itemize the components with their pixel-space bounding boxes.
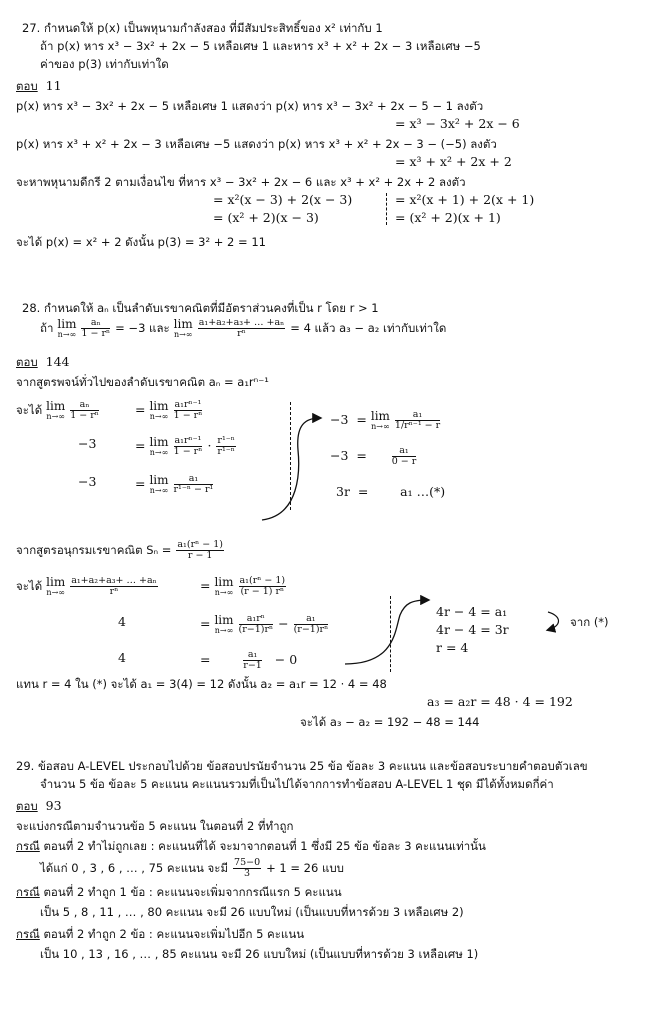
q28-right-row2: −3 = $\frac{\text{a₁}}{0 - r}$: [330, 445, 417, 467]
q27-step3: p(x) หาร x³ + x² + 2x − 3 เหลือเศษ −5 แสดงว่า p(x) หาร x³ + x² + 2x − 3 − (−5) ลงตัว: [16, 137, 497, 151]
q28-limit-row2-rhs: = lim n→∞ $\frac{\text{a₁rⁿ⁻¹}}{\text{1 − rⁿ}}$ · $\frac{\text{r¹⁻ⁿ}}{\text{r¹⁻ⁿ}}$: [135, 435, 235, 457]
q28-limit-row3-rhs: = lim n→∞ $\frac{\text{a₁}}{\text{r¹⁻ⁿ − r¹}}$: [135, 473, 214, 495]
q28-from-star-note: จาก (*): [570, 615, 609, 629]
q29-statement-line2: จำนวน 5 ข้อ ข้อละ 5 คะแนน คะแนนรวมที่เป็นไปได้จากการทำข้อสอบ A-LEVEL 1 ชุด มีได้ทั้งหมดกี่ค่า: [40, 777, 554, 791]
q28-solve-row2: 4r − 4 = 3r: [436, 622, 509, 637]
q27-step6a: = x²(x − 3) + 2(x − 3): [213, 192, 353, 207]
q27-step4: = x³ + x² + 2x + 2: [395, 154, 512, 169]
q28-series-row3-lhs: 4: [118, 650, 126, 665]
q27-answer: ตอบ 11: [16, 78, 62, 93]
q28-series-row2-rhs: = lim n→∞ $\frac{\text{a₁rⁿ}}{\text{(r−1)rⁿ}}$ − $\frac{\text{a₁}}{\text{(r−1)rⁿ}}$: [200, 613, 329, 635]
q29-statement-line1: 29. ข้อสอบ A-LEVEL ประกอบไปด้วย ข้อสอบปรนัยจำนวน 25 ข้อ ข้อละ 3 คะแนน และข้อสอบระบายคำตอบตัวเลข: [16, 759, 588, 773]
q29-case1: กรณี ตอนที่ 2 ทำไม่ถูกเลย : คะแนนที่ได้ จะมาจากตอนที่ 1 ซึ่งมี 25 ข้อ ข้อละ 3 คะแนนเท่านั้น: [16, 839, 486, 853]
q28-series-row1: จะได้ lim n→∞ $\frac{\text{a₁+a₂+a₃+ … +aₙ}}{\text{rⁿ}}$: [16, 575, 157, 597]
q28-a3: a₃ = a₂r = 48 · 4 = 192: [427, 694, 573, 709]
q29-answer: ตอบ 93: [16, 798, 62, 813]
q28-series-formula: จากสูตรอนุกรมเรขาคณิต Sₙ = $\frac{\text{a₁(rⁿ − 1)}}{r - 1}$: [16, 539, 223, 561]
q28-series-row2-lhs: 4: [118, 614, 126, 629]
hook-arrow-icon: [548, 612, 559, 630]
q27-step6b: = x²(x + 1) + 2(x + 1): [395, 192, 535, 207]
q29-case2-detail: เป็น 5 , 8 , 11 , … , 80 คะแนน จะมี 26 แบบใหม่ (เป็นแบบที่หารด้วย 3 เหลือเศษ 2): [40, 905, 464, 919]
q28-statement-line2: ถ้า lim n→∞ $\frac{\text{aₙ}}{\text{1 − rⁿ}}$ = −3 และ lim n→∞ $\frac{\text{a₁+a₂+a₃+ … +aₙ}}{\text{rⁿ}}$ = 4 แล้ว a₃ − a₂ เท่ากับเท่าใด: [40, 317, 447, 339]
q28-solve-row3: r = 4: [436, 640, 469, 655]
q28-right-row1: −3 = lim n→∞ $\frac{\text{a₁}}{\text{1/rⁿ⁻¹ − r}}$: [330, 409, 441, 431]
answer-label: ตอบ: [16, 355, 38, 369]
q28-limit-row1: จะได้ lim n→∞ $\frac{\text{aₙ}}{\text{1 − rⁿ}}$: [16, 399, 99, 421]
q28-final: จะได้ a₃ − a₂ = 192 − 48 = 144: [300, 715, 480, 729]
q28-limit-row2-lhs: −3: [78, 436, 97, 451]
q27-statement-line3: ค่าของ p(3) เท่ากับเท่าใด: [40, 57, 169, 71]
q28-step1: จากสูตรพจน์ทั่วไปของลำดับเรขาคณิต aₙ = a₁rⁿ⁻¹: [16, 375, 269, 389]
q28-substitute: แทน r = 4 ใน (*) จะได้ a₁ = 3(4) = 12 ดังนั้น a₂ = a₁r = 12 · 4 = 48: [16, 677, 387, 691]
q28-series-row1-rhs: = lim n→∞ $\frac{\text{a₁(rⁿ − 1)}}{\text{(r − 1) rⁿ}}$: [200, 575, 286, 597]
q28-limit-row3-lhs: −3: [78, 474, 97, 489]
answer-label: ตอบ: [16, 79, 38, 93]
q27-step5: จะหาพหุนามดีกรี 2 ตามเงื่อนไข ที่หาร x³ − 3x² + 2x − 6 และ x³ + x² + 2x + 2 ลงตัว: [16, 175, 466, 189]
q28-limit-row1-rhs: = lim n→∞ $\frac{\text{a₁rⁿ⁻¹}}{\text{1 − rⁿ}}$: [135, 399, 203, 421]
q27-step1: p(x) หาร x³ − 3x² + 2x − 5 เหลือเศษ 1 แสดงว่า p(x) หาร x³ − 3x² + 2x − 5 − 1 ลงตัว: [16, 99, 484, 113]
q28-series-row3-rhs: = $\frac{\text{a₁}}{r-1}$ − 0: [200, 649, 298, 671]
q27-step7b: = (x² + 2)(x + 1): [395, 210, 501, 225]
q29-case2: กรณี ตอนที่ 2 ทำถูก 1 ข้อ : คะแนนจะเพิ่มจากกรณีแรก 5 คะแนน: [16, 885, 342, 899]
q27-step2: = x³ − 3x² + 2x − 6: [395, 116, 520, 131]
q29-case3: กรณี ตอนที่ 2 ทำถูก 2 ข้อ : คะแนนจะเพิ่มไปอีก 5 คะแนน: [16, 927, 305, 941]
answer-label: ตอบ: [16, 799, 38, 813]
curved-arrow-icon: [262, 418, 320, 520]
q27-statement-line2: ถ้า p(x) หาร x³ − 3x² + 2x − 5 เหลือเศษ 1 และหาร x³ + x² + 2x − 3 เหลือเศษ −5: [40, 39, 481, 53]
q27-statement-line1: 27. กำหนดให้ p(x) เป็นพหุนามกำลังสอง ที่มีสัมประสิทธิ์ของ x² เท่ากับ 1: [22, 21, 383, 35]
q29-step1: จะแบ่งกรณีตามจำนวนข้อ 5 คะแนน ในตอนที่ 2 ที่ทำถูก: [16, 819, 294, 833]
q27-step7a: = (x² + 2)(x − 3): [213, 210, 319, 225]
q29-case1-detail: ได้แก่ 0 , 3 , 6 , … , 75 คะแนน จะมี $\frac{75-0}{3}$ + 1 = 26 แบบ: [40, 857, 344, 879]
q28-statement-line1: 28. กำหนดให้ aₙ เป็นลำดับเรขาคณิตที่มีอัตราส่วนคงที่เป็น r โดย r > 1: [22, 301, 379, 315]
q27-conclusion: จะได้ p(x) = x² + 2 ดังนั้น p(3) = 3² + 2 = 11: [16, 235, 266, 249]
q28-answer: ตอบ 144: [16, 354, 70, 369]
q29-case3-detail: เป็น 10 , 13 , 16 , … , 85 คะแนน จะมี 26 แบบใหม่ (เป็นแบบที่หารด้วย 3 เหลือเศษ 1): [40, 947, 479, 961]
q28-solve-row1: 4r − 4 = a₁: [436, 604, 508, 619]
q28-right-row3: 3r = a₁ …(*): [336, 484, 446, 499]
curved-arrow-icon: [345, 600, 428, 664]
